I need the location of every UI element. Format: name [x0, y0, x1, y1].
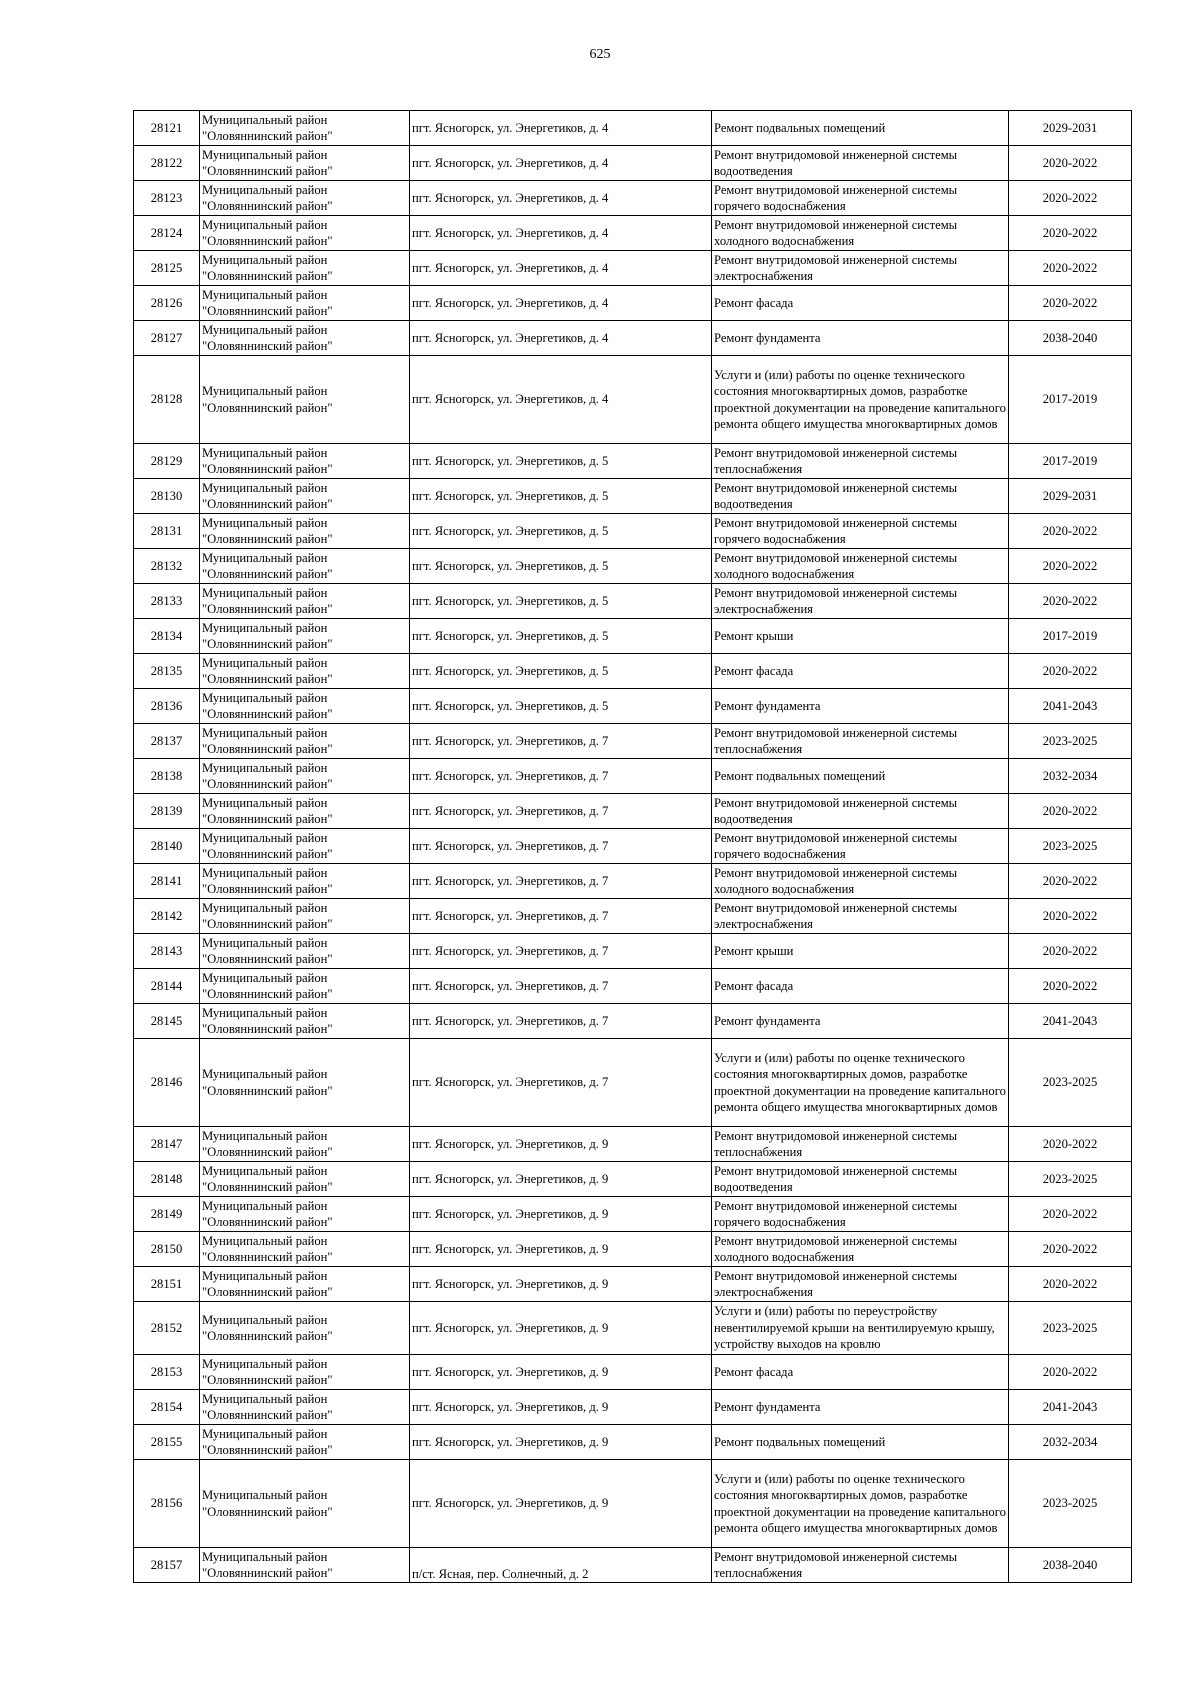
address-cell: пгт. Ясногорск, ул. Энергетиков, д. 7	[410, 724, 712, 759]
table-row	[134, 514, 1132, 549]
row-number-cell: 28137	[134, 724, 200, 759]
address-cell: пгт. Ясногорск, ул. Энергетиков, д. 7	[410, 759, 712, 794]
address-cell: пгт. Ясногорск, ул. Энергетиков, д. 7	[410, 864, 712, 899]
row-number-cell: 28144	[134, 969, 200, 1004]
work-type-cell: Ремонт внутридомовой инженерной системы электроснабжения	[712, 584, 1009, 619]
work-type-cell: Ремонт крыши	[712, 934, 1009, 969]
work-type-cell: Услуги и (или) работы по переустройству невентилируемой крыши на вентилируемую крышу, устройству выходов на кровлю	[712, 1302, 1009, 1355]
address-cell: пгт. Ясногорск, ул. Энергетиков, д. 5	[410, 584, 712, 619]
municipality-cell: Муниципальный район "Оловяннинский район"	[200, 724, 410, 759]
period-cell: 2020-2022	[1009, 216, 1132, 251]
table-row	[134, 479, 1132, 514]
period-cell: 2020-2022	[1009, 1232, 1132, 1267]
work-type-cell: Ремонт внутридомовой инженерной системы водоотведения	[712, 146, 1009, 181]
address-cell: пгт. Ясногорск, ул. Энергетиков, д. 7	[410, 969, 712, 1004]
period-cell: 2020-2022	[1009, 181, 1132, 216]
address-cell: пгт. Ясногорск, ул. Энергетиков, д. 9	[410, 1425, 712, 1460]
row-number-cell: 28123	[134, 181, 200, 216]
work-type-cell: Ремонт внутридомовой инженерной системы горячего водоснабжения	[712, 514, 1009, 549]
municipality-cell: Муниципальный район "Оловяннинский район"	[200, 356, 410, 444]
municipality-cell: Муниципальный район "Оловяннинский район"	[200, 111, 410, 146]
municipality-cell: Муниципальный район "Оловяннинский район"	[200, 514, 410, 549]
work-type-cell: Ремонт фундамента	[712, 321, 1009, 356]
address-cell: пгт. Ясногорск, ул. Энергетиков, д. 5	[410, 444, 712, 479]
table-row	[134, 1039, 1132, 1127]
period-cell: 2020-2022	[1009, 286, 1132, 321]
period-cell: 2038-2040	[1009, 321, 1132, 356]
address-cell: пгт. Ясногорск, ул. Энергетиков, д. 5	[410, 479, 712, 514]
municipality-cell: Муниципальный район "Оловяннинский район"	[200, 934, 410, 969]
page-number: 625	[589, 47, 611, 62]
period-cell: 2020-2022	[1009, 1127, 1132, 1162]
period-cell: 2032-2034	[1009, 1425, 1132, 1460]
address-cell: пгт. Ясногорск, ул. Энергетиков, д. 9	[410, 1162, 712, 1197]
table-row	[134, 619, 1132, 654]
row-number-cell: 28152	[134, 1302, 200, 1355]
work-type-cell: Ремонт внутридомовой инженерной системы холодного водоснабжения	[712, 1232, 1009, 1267]
row-number-cell: 28156	[134, 1460, 200, 1548]
table-row	[134, 1162, 1132, 1197]
period-cell: 2020-2022	[1009, 1197, 1132, 1232]
row-number-cell: 28140	[134, 829, 200, 864]
period-cell: 2023-2025	[1009, 724, 1132, 759]
address-cell: пгт. Ясногорск, ул. Энергетиков, д. 5	[410, 689, 712, 724]
municipality-cell: Муниципальный район "Оловяннинский район"	[200, 1302, 410, 1355]
table-row	[134, 1460, 1132, 1548]
municipality-cell: Муниципальный район "Оловяннинский район"	[200, 969, 410, 1004]
address-cell: пгт. Ясногорск, ул. Энергетиков, д. 4	[410, 321, 712, 356]
municipality-cell: Муниципальный район "Оловяннинский район"	[200, 1390, 410, 1425]
municipality-cell: Муниципальный район "Оловяннинский район"	[200, 1197, 410, 1232]
address-cell: пгт. Ясногорск, ул. Энергетиков, д. 9	[410, 1390, 712, 1425]
address-cell: пгт. Ясногорск, ул. Энергетиков, д. 9	[410, 1232, 712, 1267]
period-cell: 2020-2022	[1009, 549, 1132, 584]
row-number-cell: 28129	[134, 444, 200, 479]
municipality-cell: Муниципальный район "Оловяннинский район"	[200, 1267, 410, 1302]
address-cell: пгт. Ясногорск, ул. Энергетиков, д. 5	[410, 549, 712, 584]
address-cell: пгт. Ясногорск, ул. Энергетиков, д. 5	[410, 619, 712, 654]
row-number-cell: 28154	[134, 1390, 200, 1425]
table-row	[134, 1197, 1132, 1232]
row-number-cell: 28132	[134, 549, 200, 584]
table-row	[134, 1004, 1132, 1039]
table-row	[134, 1425, 1132, 1460]
row-number-cell: 28126	[134, 286, 200, 321]
address-cell: пгт. Ясногорск, ул. Энергетиков, д. 4	[410, 146, 712, 181]
period-cell: 2023-2025	[1009, 1039, 1132, 1127]
period-cell: 2023-2025	[1009, 1302, 1132, 1355]
work-type-cell: Ремонт внутридомовой инженерной системы водоотведения	[712, 794, 1009, 829]
table-row	[134, 584, 1132, 619]
table-row	[134, 1232, 1132, 1267]
row-number-cell: 28136	[134, 689, 200, 724]
period-cell: 2032-2034	[1009, 759, 1132, 794]
address-cell: пгт. Ясногорск, ул. Энергетиков, д. 5	[410, 654, 712, 689]
table-row	[134, 1267, 1132, 1302]
work-type-cell: Услуги и (или) работы по оценке технического состояния многоквартирных домов, разработке проектной документации на проведение капитального ремонта общего имущества многоквартирных домов	[712, 356, 1009, 444]
address-cell: пгт. Ясногорск, ул. Энергетиков, д. 7	[410, 899, 712, 934]
work-type-cell: Ремонт подвальных помещений	[712, 759, 1009, 794]
work-type-cell: Ремонт внутридомовой инженерной системы горячего водоснабжения	[712, 1197, 1009, 1232]
work-type-cell: Ремонт внутридомовой инженерной системы холодного водоснабжения	[712, 549, 1009, 584]
row-number-cell: 28124	[134, 216, 200, 251]
row-number-cell: 28133	[134, 584, 200, 619]
table-row	[134, 899, 1132, 934]
row-number-cell: 28121	[134, 111, 200, 146]
row-number-cell: 28131	[134, 514, 200, 549]
row-number-cell: 28150	[134, 1232, 200, 1267]
address-cell: п/ст. Ясная, пер. Солнечный, д. 2	[410, 1548, 712, 1583]
work-type-cell: Ремонт внутридомовой инженерной системы холодного водоснабжения	[712, 864, 1009, 899]
period-cell: 2023-2025	[1009, 829, 1132, 864]
row-number-cell: 28128	[134, 356, 200, 444]
row-number-cell: 28125	[134, 251, 200, 286]
work-type-cell: Услуги и (или) работы по оценке технического состояния многоквартирных домов, разработке проектной документации на проведение капитального ремонта общего имущества многоквартирных домов	[712, 1039, 1009, 1127]
period-cell: 2041-2043	[1009, 1390, 1132, 1425]
table-row	[134, 1390, 1132, 1425]
work-type-cell: Ремонт внутридомовой инженерной системы теплоснабжения	[712, 724, 1009, 759]
work-type-cell: Ремонт внутридомовой инженерной системы водоотведения	[712, 1162, 1009, 1197]
period-cell: 2038-2040	[1009, 1548, 1132, 1583]
row-number-cell: 28157	[134, 1548, 200, 1583]
address-cell: пгт. Ясногорск, ул. Энергетиков, д. 7	[410, 829, 712, 864]
work-type-cell: Ремонт внутридомовой инженерной системы теплоснабжения	[712, 1548, 1009, 1583]
municipality-cell: Муниципальный район "Оловяннинский район"	[200, 1232, 410, 1267]
period-cell: 2041-2043	[1009, 689, 1132, 724]
row-number-cell: 28151	[134, 1267, 200, 1302]
municipality-cell: Муниципальный район "Оловяннинский район"	[200, 1162, 410, 1197]
municipality-cell: Муниципальный район "Оловяннинский район"	[200, 1425, 410, 1460]
work-type-cell: Ремонт внутридомовой инженерной системы теплоснабжения	[712, 1127, 1009, 1162]
table-row	[134, 794, 1132, 829]
municipality-cell: Муниципальный район "Оловяннинский район"	[200, 1355, 410, 1390]
address-cell: пгт. Ясногорск, ул. Энергетиков, д. 9	[410, 1302, 712, 1355]
table-row	[134, 829, 1132, 864]
row-number-cell: 28145	[134, 1004, 200, 1039]
work-type-cell: Ремонт внутридомовой инженерной системы холодного водоснабжения	[712, 216, 1009, 251]
address-cell: пгт. Ясногорск, ул. Энергетиков, д. 9	[410, 1460, 712, 1548]
municipality-cell: Муниципальный район "Оловяннинский район"	[200, 479, 410, 514]
address-cell: пгт. Ясногорск, ул. Энергетиков, д. 5	[410, 514, 712, 549]
row-number-cell: 28142	[134, 899, 200, 934]
municipality-cell: Муниципальный район "Оловяннинский район"	[200, 444, 410, 479]
table-row	[134, 1548, 1132, 1583]
period-cell: 2020-2022	[1009, 251, 1132, 286]
work-type-cell: Ремонт подвальных помещений	[712, 111, 1009, 146]
municipality-cell: Муниципальный район "Оловяннинский район"	[200, 1127, 410, 1162]
table-row	[134, 654, 1132, 689]
period-cell: 2029-2031	[1009, 111, 1132, 146]
row-number-cell: 28130	[134, 479, 200, 514]
municipality-cell: Муниципальный район "Оловяннинский район"	[200, 619, 410, 654]
municipality-cell: Муниципальный район "Оловяннинский район"	[200, 864, 410, 899]
work-type-cell: Ремонт фундамента	[712, 1390, 1009, 1425]
row-number-cell: 28141	[134, 864, 200, 899]
capital-repair-table	[133, 110, 1132, 1583]
municipality-cell: Муниципальный район "Оловяннинский район"	[200, 1039, 410, 1127]
municipality-cell: Муниципальный район "Оловяннинский район"	[200, 899, 410, 934]
address-cell: пгт. Ясногорск, ул. Энергетиков, д. 4	[410, 181, 712, 216]
table-row	[134, 759, 1132, 794]
address-cell: пгт. Ясногорск, ул. Энергетиков, д. 4	[410, 216, 712, 251]
address-cell: пгт. Ясногорск, ул. Энергетиков, д. 4	[410, 251, 712, 286]
table-row	[134, 934, 1132, 969]
row-number-cell: 28127	[134, 321, 200, 356]
work-type-cell: Ремонт подвальных помещений	[712, 1425, 1009, 1460]
period-cell: 2020-2022	[1009, 584, 1132, 619]
municipality-cell: Муниципальный район "Оловяннинский район"	[200, 759, 410, 794]
row-number-cell: 28135	[134, 654, 200, 689]
work-type-cell: Ремонт внутридомовой инженерной системы электроснабжения	[712, 251, 1009, 286]
table-row	[134, 444, 1132, 479]
address-cell: пгт. Ясногорск, ул. Энергетиков, д. 4	[410, 111, 712, 146]
table-row	[134, 111, 1132, 146]
municipality-cell: Муниципальный район "Оловяннинский район"	[200, 794, 410, 829]
address-cell: пгт. Ясногорск, ул. Энергетиков, д. 7	[410, 934, 712, 969]
work-type-cell: Ремонт внутридомовой инженерной системы электроснабжения	[712, 1267, 1009, 1302]
work-type-cell: Ремонт внутридомовой инженерной системы горячего водоснабжения	[712, 181, 1009, 216]
table-row	[134, 1127, 1132, 1162]
work-type-cell: Ремонт внутридомовой инженерной системы электроснабжения	[712, 899, 1009, 934]
address-cell: пгт. Ясногорск, ул. Энергетиков, д. 7	[410, 1004, 712, 1039]
work-type-cell: Ремонт внутридомовой инженерной системы водоотведения	[712, 479, 1009, 514]
address-cell: пгт. Ясногорск, ул. Энергетиков, д. 4	[410, 286, 712, 321]
address-cell: пгт. Ясногорск, ул. Энергетиков, д. 9	[410, 1197, 712, 1232]
work-type-cell: Ремонт крыши	[712, 619, 1009, 654]
row-number-cell: 28153	[134, 1355, 200, 1390]
work-type-cell: Ремонт фасада	[712, 654, 1009, 689]
municipality-cell: Муниципальный район "Оловяннинский район"	[200, 181, 410, 216]
work-type-cell: Ремонт фасада	[712, 286, 1009, 321]
table-row	[134, 251, 1132, 286]
address-cell: пгт. Ясногорск, ул. Энергетиков, д. 7	[410, 1039, 712, 1127]
municipality-cell: Муниципальный район "Оловяннинский район"	[200, 1548, 410, 1583]
table-row	[134, 549, 1132, 584]
address-cell: пгт. Ясногорск, ул. Энергетиков, д. 7	[410, 794, 712, 829]
row-number-cell: 28143	[134, 934, 200, 969]
municipality-cell: Муниципальный район "Оловяннинский район"	[200, 216, 410, 251]
table-row	[134, 356, 1132, 444]
table-row	[134, 181, 1132, 216]
municipality-cell: Муниципальный район "Оловяннинский район"	[200, 286, 410, 321]
municipality-cell: Муниципальный район "Оловяннинский район"	[200, 1004, 410, 1039]
table-row	[134, 216, 1132, 251]
period-cell: 2041-2043	[1009, 1004, 1132, 1039]
work-type-cell: Ремонт фундамента	[712, 689, 1009, 724]
row-number-cell: 28148	[134, 1162, 200, 1197]
table-body	[134, 111, 1132, 1583]
table-row	[134, 969, 1132, 1004]
row-number-cell: 28134	[134, 619, 200, 654]
period-cell: 2020-2022	[1009, 654, 1132, 689]
municipality-cell: Муниципальный район "Оловяннинский район"	[200, 321, 410, 356]
table-row	[134, 689, 1132, 724]
period-cell: 2020-2022	[1009, 864, 1132, 899]
row-number-cell: 28138	[134, 759, 200, 794]
period-cell: 2020-2022	[1009, 146, 1132, 181]
table-row	[134, 724, 1132, 759]
row-number-cell: 28155	[134, 1425, 200, 1460]
table-row	[134, 1355, 1132, 1390]
period-cell: 2020-2022	[1009, 1355, 1132, 1390]
row-number-cell: 28146	[134, 1039, 200, 1127]
address-cell: пгт. Ясногорск, ул. Энергетиков, д. 9	[410, 1355, 712, 1390]
municipality-cell: Муниципальный район "Оловяннинский район"	[200, 654, 410, 689]
municipality-cell: Муниципальный район "Оловяннинский район"	[200, 689, 410, 724]
period-cell: 2020-2022	[1009, 899, 1132, 934]
municipality-cell: Муниципальный район "Оловяннинский район"	[200, 146, 410, 181]
work-type-cell: Ремонт фундамента	[712, 1004, 1009, 1039]
municipality-cell: Муниципальный район "Оловяннинский район"	[200, 1460, 410, 1548]
address-cell: пгт. Ясногорск, ул. Энергетиков, д. 9	[410, 1267, 712, 1302]
period-cell: 2017-2019	[1009, 619, 1132, 654]
period-cell: 2020-2022	[1009, 794, 1132, 829]
table-row	[134, 1302, 1132, 1355]
municipality-cell: Муниципальный район "Оловяннинский район"	[200, 549, 410, 584]
period-cell: 2017-2019	[1009, 356, 1132, 444]
address-cell: пгт. Ясногорск, ул. Энергетиков, д. 4	[410, 356, 712, 444]
municipality-cell: Муниципальный район "Оловяннинский район"	[200, 584, 410, 619]
work-type-cell: Ремонт внутридомовой инженерной системы теплоснабжения	[712, 444, 1009, 479]
period-cell: 2017-2019	[1009, 444, 1132, 479]
period-cell: 2023-2025	[1009, 1162, 1132, 1197]
address-cell: пгт. Ясногорск, ул. Энергетиков, д. 9	[410, 1127, 712, 1162]
row-number-cell: 28147	[134, 1127, 200, 1162]
period-cell: 2029-2031	[1009, 479, 1132, 514]
table-row	[134, 321, 1132, 356]
period-cell: 2020-2022	[1009, 514, 1132, 549]
row-number-cell: 28122	[134, 146, 200, 181]
period-cell: 2020-2022	[1009, 934, 1132, 969]
row-number-cell: 28149	[134, 1197, 200, 1232]
period-cell: 2023-2025	[1009, 1460, 1132, 1548]
table-row	[134, 286, 1132, 321]
period-cell: 2020-2022	[1009, 1267, 1132, 1302]
period-cell: 2020-2022	[1009, 969, 1132, 1004]
municipality-cell: Муниципальный район "Оловяннинский район"	[200, 829, 410, 864]
work-type-cell: Услуги и (или) работы по оценке технического состояния многоквартирных домов, разработке проектной документации на проведение капитального ремонта общего имущества многоквартирных домов	[712, 1460, 1009, 1548]
work-type-cell: Ремонт фасада	[712, 969, 1009, 1004]
table-row	[134, 146, 1132, 181]
municipality-cell: Муниципальный район "Оловяннинский район"	[200, 251, 410, 286]
row-number-cell: 28139	[134, 794, 200, 829]
work-type-cell: Ремонт фасада	[712, 1355, 1009, 1390]
work-type-cell: Ремонт внутридомовой инженерной системы горячего водоснабжения	[712, 829, 1009, 864]
table-row	[134, 864, 1132, 899]
